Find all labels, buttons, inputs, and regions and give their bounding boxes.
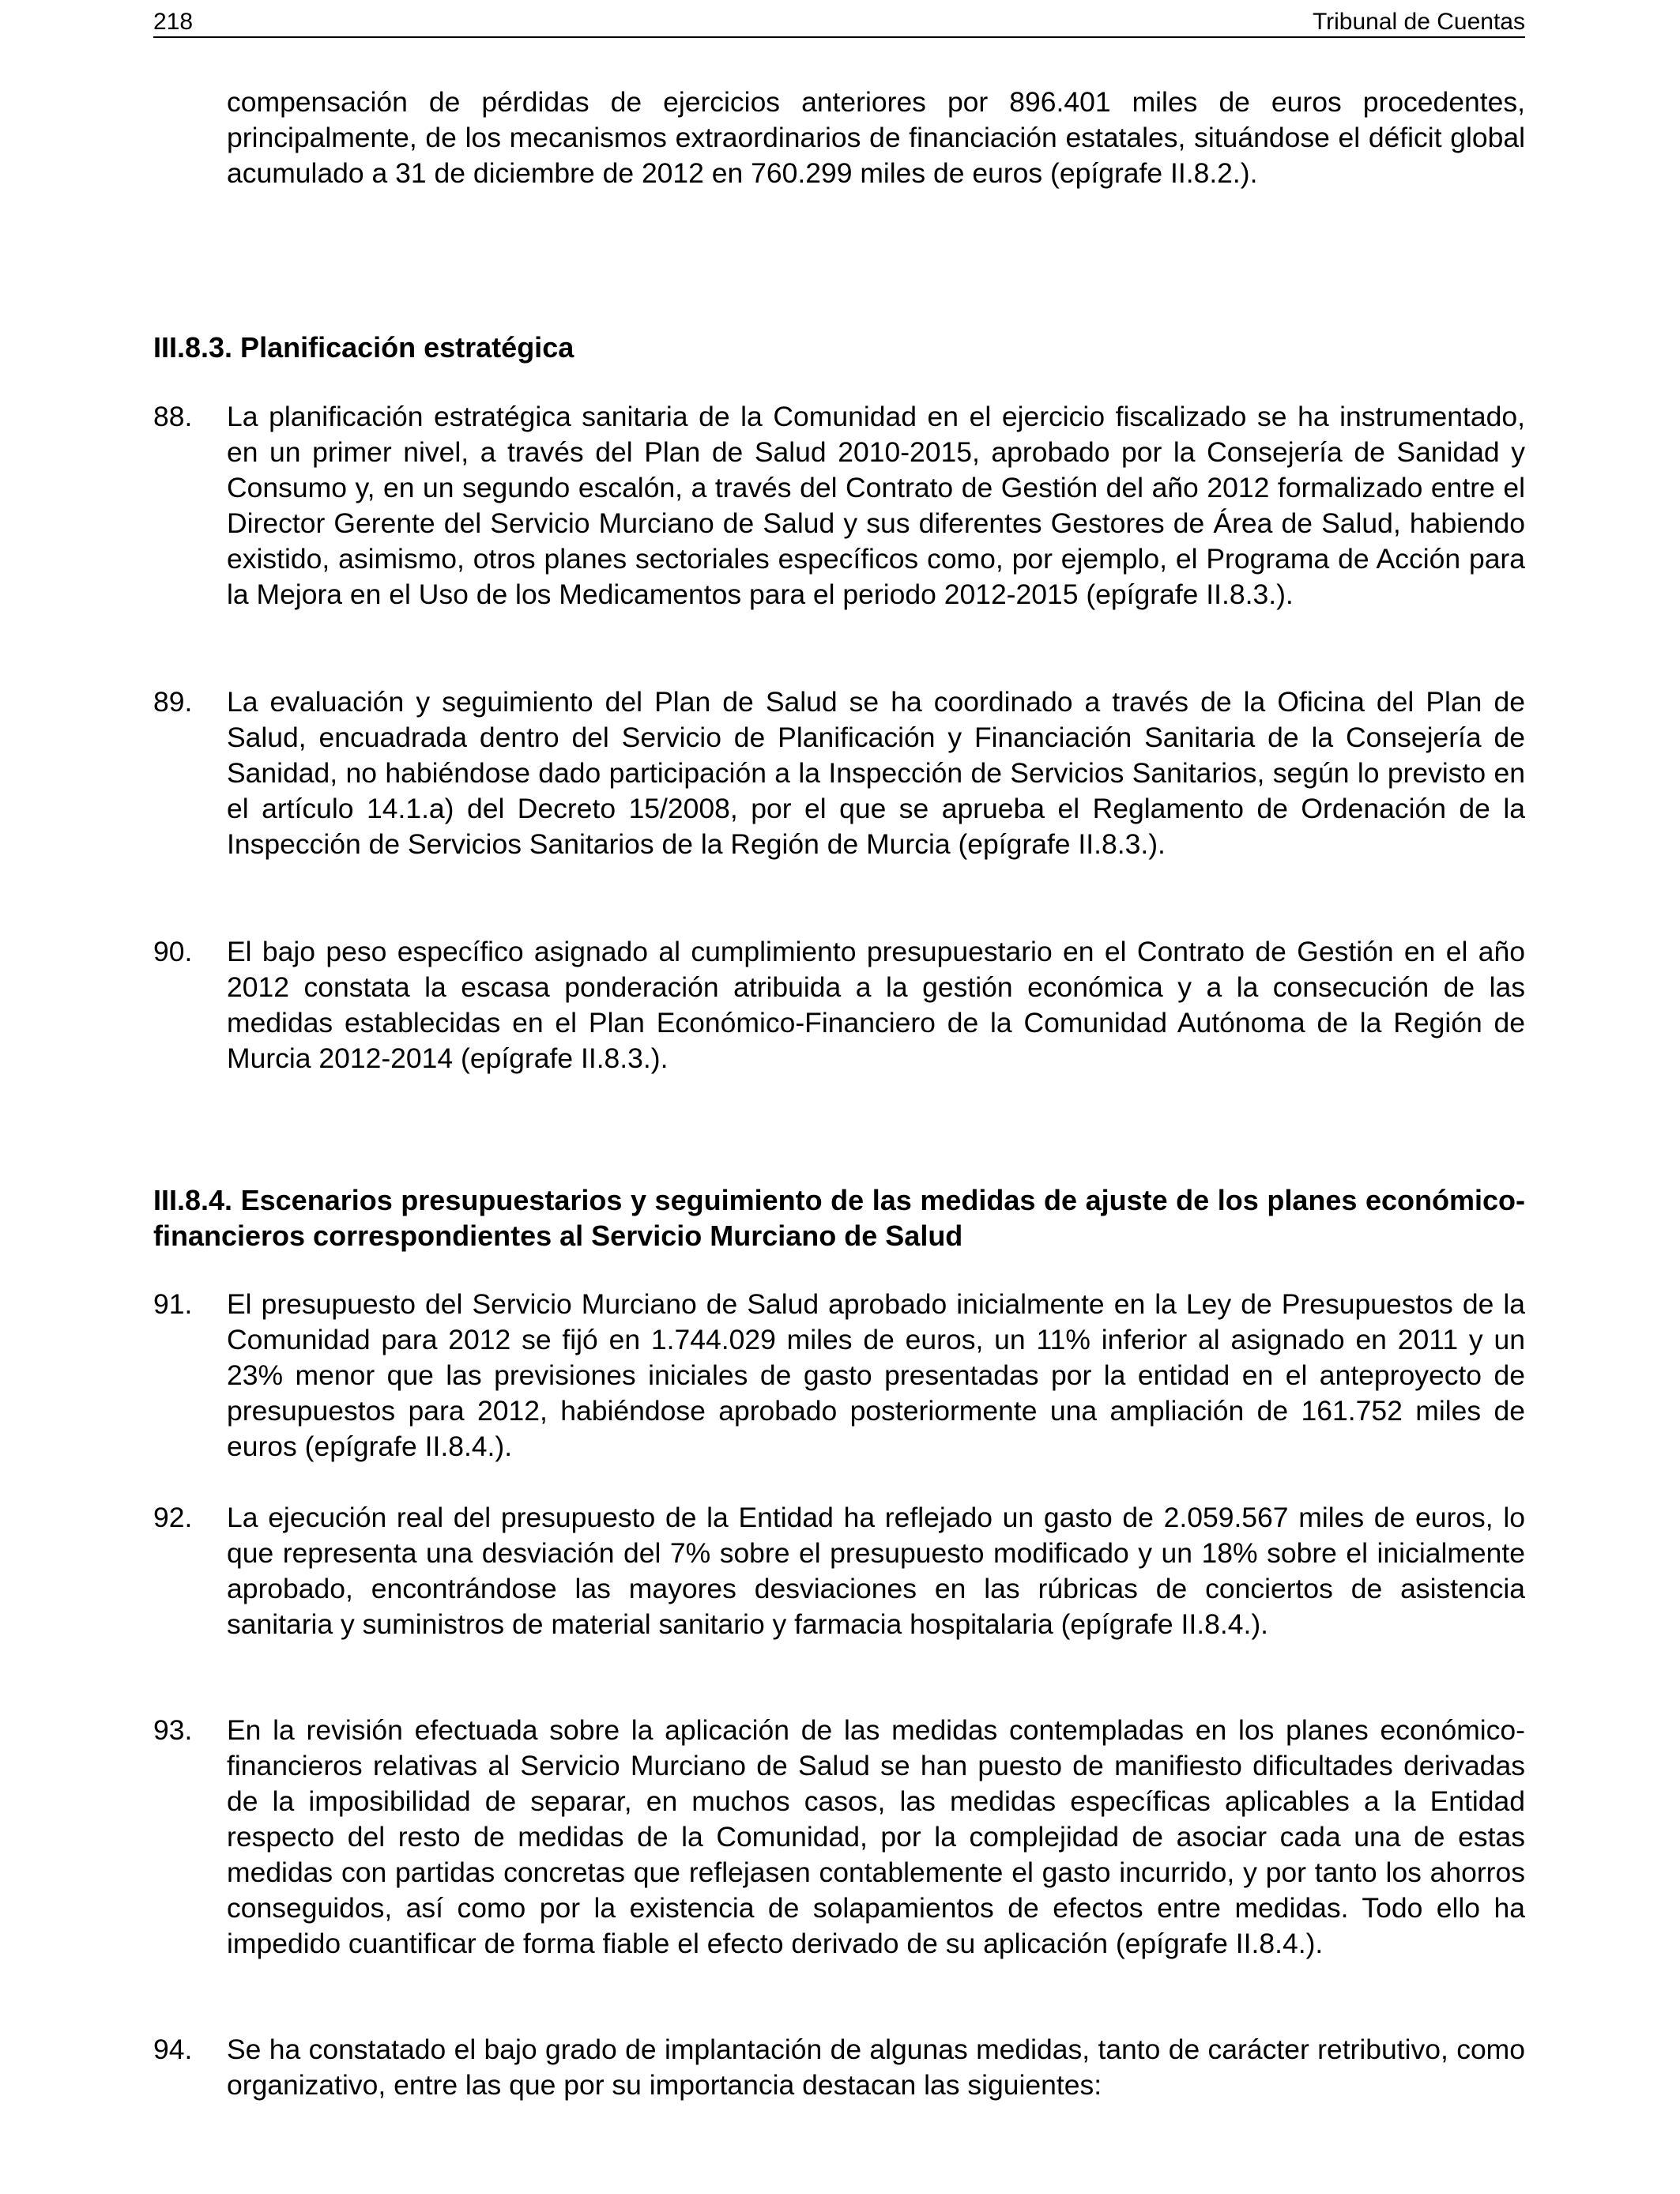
intro-paragraph	[227, 85, 1525, 191]
paragraph-90	[153, 934, 1525, 1076]
page-header	[153, 8, 1525, 38]
paragraph-text: compensación de pérdidas de ejercicios anteriores por 896.401 miles de euros procedentes, principalmente, de los mecanismos extraordinarios de financiación estatales, situándose el déficit global acumulado a 31 de diciembre de 2012 en 760.299 miles de euros (epígrafe II.8.2.).	[227, 86, 1525, 189]
paragraph-number: 94.	[153, 2034, 193, 2065]
paragraph-number: 90.	[153, 936, 193, 967]
paragraph-number: 92.	[153, 1502, 193, 1533]
page-number: 218	[153, 9, 194, 35]
paragraph-number: 91.	[153, 1288, 193, 1320]
paragraph-92	[153, 1500, 1525, 1642]
paragraph-text: Se ha constatado el bajo grado de implantación de algunas medidas, tanto de carácter retributivo, como organizativo, entre las que por su importancia destacan las siguientes:	[227, 2034, 1525, 2101]
section-heading-883: III.8.3. Planificación estratégica	[153, 331, 574, 364]
paragraph-88	[153, 399, 1525, 613]
paragraph-94	[153, 2032, 1525, 2103]
paragraph-text: La planificación estratégica sanitaria de la Comunidad en el ejercicio fiscalizado se ha instrumentado, en un primer nivel, a través del Plan de Salud 2010-2015, aprobado por la Consejería de Sanidad y Consumo y, en un segundo escalón, a través del Contrato de Gestión del año 2012 formalizado entre el Director Gerente del Servicio Murciano de Salud y sus diferentes Gestores de Área de Salud, habiendo existido, asimismo, otros planes sectoriales específicos como, por ejemplo, el Programa de Acción para la Mejora en el Uso de los Medicamentos para el periodo 2012-2015 (epígrafe II.8.3.).	[227, 401, 1525, 610]
paragraph-number: 88.	[153, 401, 193, 432]
paragraph-text: La evaluación y seguimiento del Plan de Salud se ha coordinado a través de la Oficina del Plan de Salud, encuadrada dentro del Servicio de Planificación y Financiación Sanitaria de la Consejería de Sanidad, no habiéndose dado participación a la Inspección de Servicios Sanitarios, según lo previsto en el artículo 14.1.a) del Decreto 15/2008, por el que se aprueba el Reglamento de Ordenación de la Inspección de Servicios Sanitarios de la Región de Murcia (epígrafe II.8.3.).	[227, 686, 1525, 860]
paragraph-89	[153, 684, 1525, 862]
paragraph-number: 89.	[153, 686, 193, 718]
paragraph-text: La ejecución real del presupuesto de la Entidad ha reflejado un gasto de 2.059.567 miles de euros, lo que representa una desviación del 7% sobre el presupuesto modificado y un 18% sobre el inicialmente aprobado, encontrándose las mayores desviaciones en las rúbricas de conciertos de asistencia sanitaria y suministros de material sanitario y farmacia hospitalaria (epígrafe II.8.4.).	[227, 1502, 1525, 1640]
paragraph-91	[153, 1287, 1525, 1465]
section-heading-884: III.8.4. Escenarios presupuestarios y seguimiento de las medidas de ajuste de los planes económico-financieros correspondientes al Servicio Murciano de Salud	[153, 1184, 1525, 1252]
paragraph-93	[153, 1713, 1525, 1962]
paragraph-number: 93.	[153, 1714, 193, 1746]
header-organization: Tribunal de Cuentas	[1312, 9, 1525, 35]
paragraph-text: En la revisión efectuada sobre la aplicación de las medidas contempladas en los planes económico-financieros relativas al Servicio Murciano de Salud se han puesto de manifiesto dificultades derivadas de la imposibilidad de separar, en muchos casos, las medidas específicas aplicables a la Entidad respecto del resto de medidas de la Comunidad, por la complejidad de asociar cada una de estas medidas con partidas concretas que reflejasen contablemente el gasto incurrido, y por tanto los ahorros conseguidos, así como por la existencia de solapamientos de efectos entre medidas. Todo ello ha impedido cuantificar de forma fiable el efecto derivado de su aplicación (epígrafe II.8.4.).	[227, 1714, 1525, 1959]
paragraph-text: El presupuesto del Servicio Murciano de Salud aprobado inicialmente en la Ley de Presupuestos de la Comunidad para 2012 se fijó en 1.744.029 miles de euros, un 11% inferior al asignado en 2011 y un 23% menor que las previsiones iniciales de gasto presentadas por la entidad en el anteproyecto de presupuestos para 2012, habiéndose aprobado posteriormente una ampliación de 161.752 miles de euros (epígrafe II.8.4.).	[227, 1288, 1525, 1462]
paragraph-text: El bajo peso específico asignado al cumplimiento presupuestario en el Contrato de Gestión en el año 2012 constata la escasa ponderación atribuida a la gestión económica y a la consecución de las medidas establecidas en el Plan Económico-Financiero de la Comunidad Autónoma de la Región de Murcia 2012-2014 (epígrafe II.8.3.).	[227, 936, 1525, 1074]
